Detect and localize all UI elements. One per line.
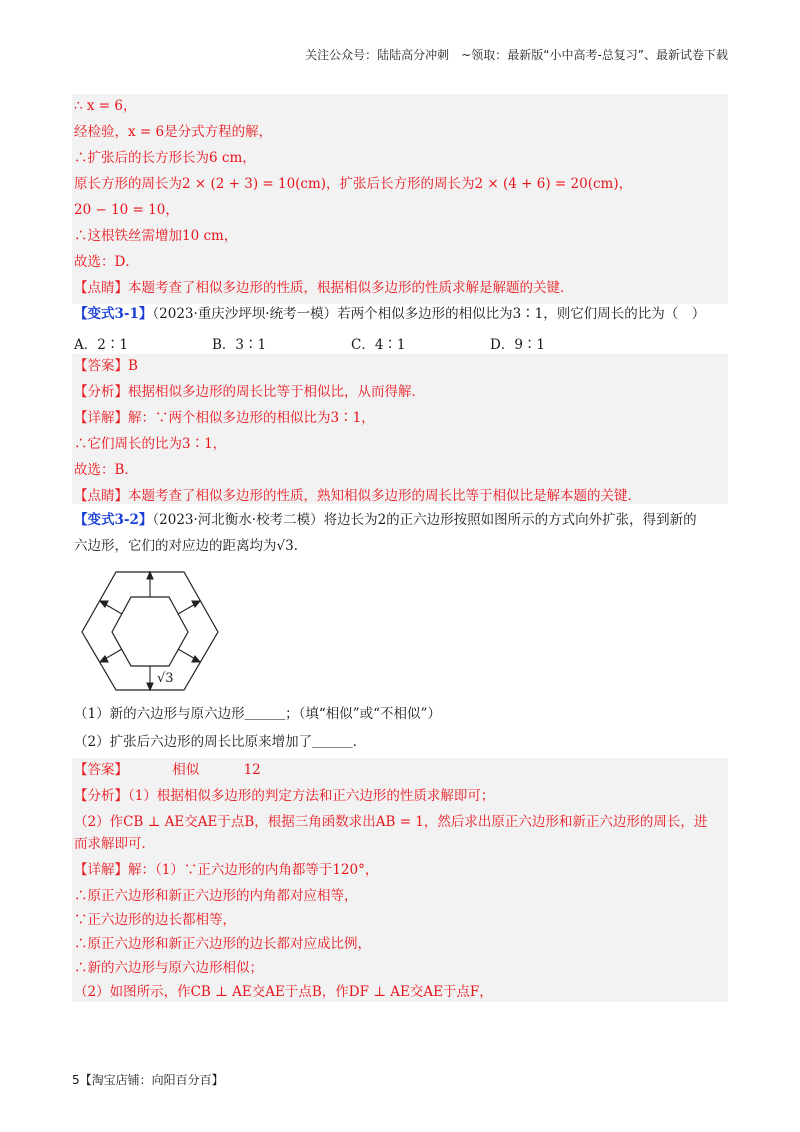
detail-line: 【详解】解：∵两个相似多边形的相似比为3∶1， — [74, 410, 375, 426]
detail-line: ∴原正六边形和新正六边形的内角都对应相等， — [74, 888, 358, 904]
analysis-line: 而求解即可． — [74, 836, 155, 852]
question-3-1 — [74, 304, 705, 324]
sub-question-2: （2）扩张后六边形的周长比原来增加了＿＿＿． — [74, 734, 367, 750]
distance-label: √3 — [157, 671, 174, 686]
sub-question-1: （1）新的六边形与原六边形＿＿＿；（填“相似”或“不相似”） — [74, 706, 441, 722]
solution-line: ∴这根铁丝需增加10 cm， — [74, 228, 238, 244]
choice-a: A．2∶1 — [74, 337, 128, 353]
detail-line: ∵正六边形的边长都相等， — [74, 912, 236, 928]
solution-line: ∴扩张后的长方形长为6 cm， — [74, 150, 256, 166]
answer-value-1: 相似 — [172, 762, 200, 778]
detail-line: ∴原正六边形和新正六边形的边长都对应成比例， — [74, 936, 371, 952]
detail-line: （2）如图所示，作CB ⊥ AE交AE于点B，作DF ⊥ AE交AE于点F， — [74, 984, 493, 1000]
hexagon-figure — [80, 565, 230, 695]
answer-line: 【答案】B — [74, 358, 138, 374]
analysis-line: 【分析】根据相似多边形的周长比等于相似比，从而得解． — [74, 384, 425, 400]
question-text: （2023·重庆沙坪坝·统考一模）若两个相似多边形的相似比为3∶1，则它们周长的比为（ ） — [152, 306, 706, 322]
choice-c: C．4∶1 — [351, 337, 406, 353]
answer-tag: 【答案】 — [74, 762, 128, 778]
remark-line: 【点睛】本题考查了相似多边形的性质，熟知相似多边形的周长比等于相似比是解本题的关键． — [74, 488, 641, 504]
page-footer — [72, 1071, 224, 1088]
remark-line: 【点睛】本题考查了相似多边形的性质，根据相似多边形的性质求解是解题的关键． — [74, 280, 574, 296]
solution-line: 经检验，x = 6是分式方程的解， — [74, 124, 273, 140]
analysis-line: 【分析】（1）根据相似多边形的判定方法和正六边形的性质求解即可； — [74, 788, 495, 804]
question-text: （2023·河北衡水·校考二模）将边长为2的正六边形按照如图所示的方式向外扩张，得到新的 — [152, 512, 697, 528]
detail-line: 【详解】解：（1）∵正六边形的内角都等于120°， — [74, 862, 379, 878]
detail-line: 故选：B． — [74, 462, 138, 478]
choice-d: D．9∶1 — [490, 337, 546, 353]
question-tag: 【变式3-2】 — [74, 512, 153, 528]
detail-line: ∴新的六边形与原六边形相似； — [74, 960, 263, 976]
inner-hexagon — [112, 597, 188, 666]
page-number: 5 — [72, 1073, 80, 1087]
shop-label: 【淘宝店铺：向阳百分百】 — [79, 1073, 224, 1087]
choice-b: B．3∶1 — [212, 337, 267, 353]
analysis-line: （2）作CB ⊥ AE交AE于点B，根据三角函数求出AB = 1，然后求出原正六边形和新正六边形的周长，进 — [74, 814, 708, 830]
solution-line: 故选：D． — [74, 254, 139, 270]
question-tag: 【变式3-1】 — [74, 306, 153, 322]
question-3-2 — [74, 510, 697, 530]
solution-line: ∴ x = 6， — [74, 98, 137, 114]
solution-block-2 — [72, 354, 728, 504]
detail-line: ∴它们周长的比为3∶1， — [74, 436, 227, 452]
question-text-cont: 六边形，它们的对应边的距离均为√3． — [74, 538, 308, 554]
answer-value-2: 12 — [243, 762, 261, 778]
answer-line — [74, 760, 261, 780]
solution-line: 20 − 10 = 10， — [74, 202, 179, 218]
page-header: 关注公众号：陆陆高分冲刺 ~领取：最新版“小中高考-总复习”、最新试卷下载 — [305, 48, 728, 62]
solution-line: 原长方形的周长为2 × (2 + 3) = 10(cm)，扩张后长方形的周长为2 × (4 + 6) = 20(cm)， — [74, 176, 633, 192]
